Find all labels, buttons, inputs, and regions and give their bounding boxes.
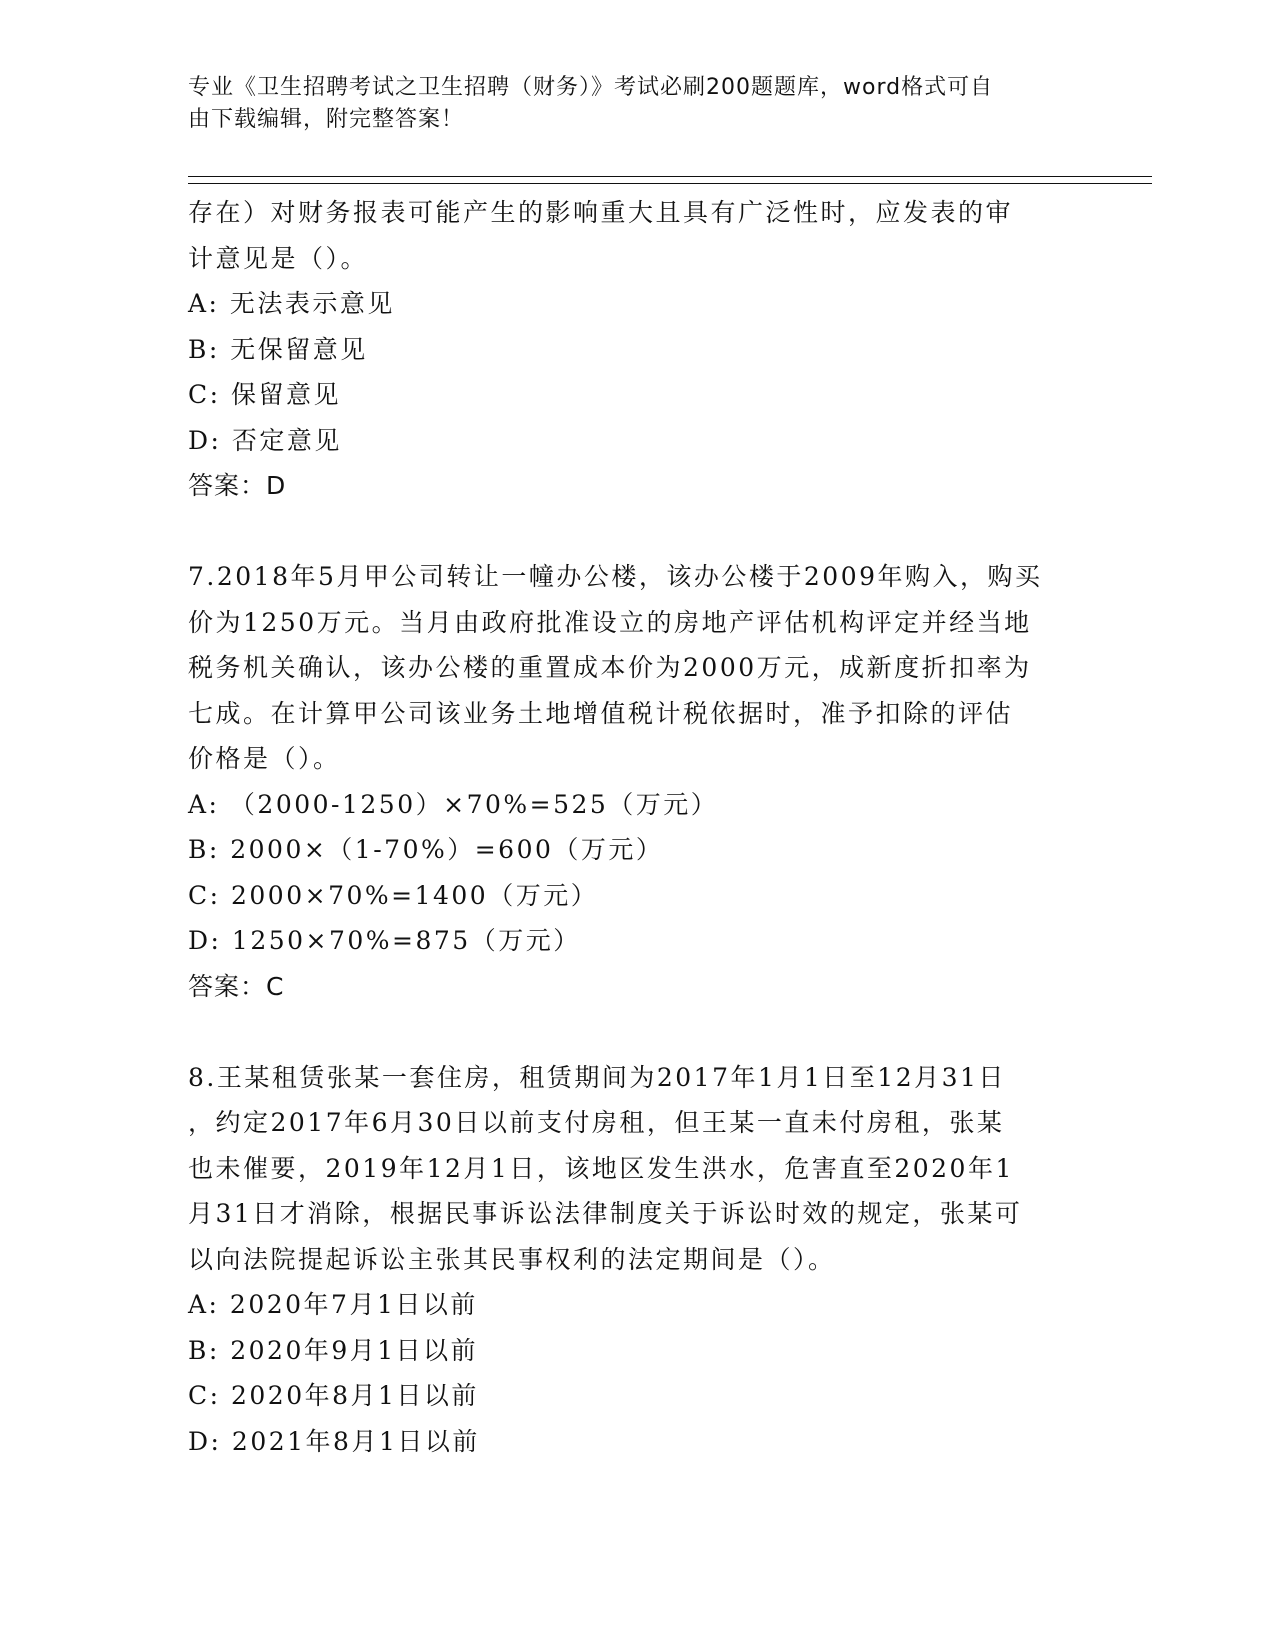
document-body bbox=[188, 190, 1078, 1464]
question-stem-line: ，约定2017年6月30日以前支付房租，但王某一直未付房租，张某 bbox=[188, 1108, 1005, 1137]
header-title-line-2: 由下载编辑，附完整答案！ bbox=[188, 107, 465, 132]
option-b: B: 无保留意见 bbox=[188, 334, 368, 364]
question-7 bbox=[188, 554, 1078, 1009]
question-stem-line: 月31日才消除，根据民事诉讼法律制度关于诉讼时效的规定，张某可 bbox=[188, 1199, 1023, 1228]
header-title-line-1: 专业《卫生招聘考试之卫生招聘（财务）》考试必刷200题题库，word格式可自 bbox=[188, 75, 994, 100]
question-stem-line: 存在）对财务报表可能产生的影响重大且具有广泛性时，应发表的审 bbox=[188, 198, 1014, 227]
question-stem-line: 也未催要，2019年12月1日，该地区发生洪水，危害直至2020年1 bbox=[188, 1153, 1014, 1183]
question-stem-line: 税务机关确认，该办公楼的重置成本价为2000万元，成新度折扣率为 bbox=[188, 653, 1032, 682]
option-b: B: 2000×（1-70%）=600（万元） bbox=[188, 835, 664, 864]
option-a: A: 无法表示意见 bbox=[188, 289, 395, 318]
question-stem-line: 7.2018年5月甲公司转让一幢办公楼，该办公楼于2009年购入，购买 bbox=[188, 562, 1043, 591]
spacer bbox=[188, 1009, 1078, 1055]
question-stem-line: 8.王某租赁张某一套住房，租赁期间为2017年1月1日至12月31日 bbox=[188, 1062, 1006, 1092]
question-stem-line: 计意见是（）。 bbox=[188, 243, 369, 273]
question-stem-line: 价格是（）。 bbox=[188, 744, 341, 773]
option-d: D: 2021年8月1日以前 bbox=[188, 1426, 480, 1456]
question-6 bbox=[188, 190, 1078, 509]
header-divider-bottom bbox=[188, 183, 1152, 184]
option-c: C: 2000×70%=1400（万元） bbox=[188, 880, 599, 910]
option-c: C: 保留意见 bbox=[188, 380, 341, 409]
option-d: D: 1250×70%=875（万元） bbox=[188, 926, 581, 955]
option-a: A: 2020年7月1日以前 bbox=[188, 1290, 478, 1319]
header-divider-top bbox=[188, 176, 1152, 177]
answer-line: 答案：C bbox=[188, 971, 285, 1001]
question-stem-line: 以向法院提起诉讼主张其民事权利的法定期间是（）。 bbox=[188, 1244, 836, 1274]
answer-line: 答案：D bbox=[188, 471, 287, 500]
option-b: B: 2020年9月1日以前 bbox=[188, 1335, 479, 1365]
question-stem-line: 价为1250万元。当月由政府批准设立的房地产评估机构评定并经当地 bbox=[188, 607, 1032, 637]
question-stem-line: 七成。在计算甲公司该业务土地增值税计税依据时，准予扣除的评估 bbox=[188, 698, 1014, 728]
option-a: A: （2000-1250）×70%=525（万元） bbox=[188, 789, 719, 819]
option-c: C: 2020年8月1日以前 bbox=[188, 1381, 479, 1410]
spacer bbox=[188, 509, 1078, 555]
question-8 bbox=[188, 1055, 1078, 1465]
option-d: D: 否定意见 bbox=[188, 425, 342, 455]
document-header bbox=[188, 72, 1068, 136]
